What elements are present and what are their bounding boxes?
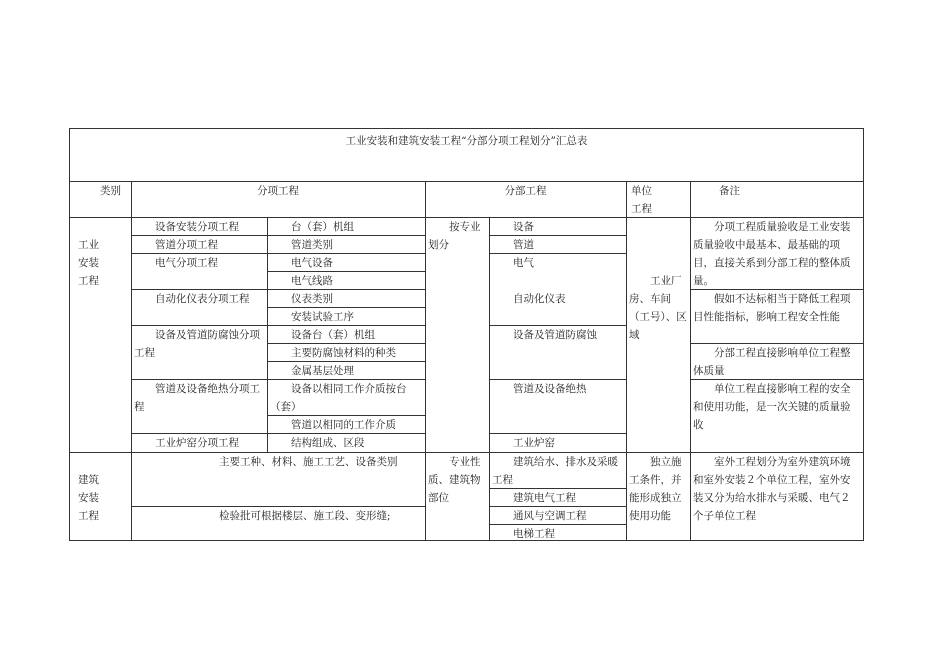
detail-cell: 管道以相同的工作介质: [291, 419, 396, 431]
division-cell: 电梯工程: [513, 528, 555, 540]
detail-cell: 仪表类别: [291, 293, 333, 305]
header-subitem: 分项工程: [257, 185, 299, 197]
division-cell: 通风与空调工程: [513, 510, 587, 522]
remark-cell: 假如不达标相当于降低工程项目性能指标，影响工程安全性能: [693, 293, 851, 323]
header-remarks: 备注: [719, 185, 740, 197]
remark-cell: 分部工程直接影响单位工程整体质量: [693, 347, 851, 377]
division-cell: 工业炉窑: [513, 437, 555, 449]
division-cell: 设备及管道防腐蚀: [513, 329, 597, 341]
remark-cell: 分项工程质量验收是工业安装质量验收中最基本、最基础的项目，直接关系到分部工程的整体质量。: [693, 221, 851, 287]
detail-cell: 管道类别: [291, 239, 333, 251]
industrial-category: 工业 安装 工程: [78, 239, 99, 287]
building-unit: 独立施工条件，并能形成独立使用功能: [629, 456, 682, 522]
subitem-cell: 自动化仪表分项工程: [155, 293, 250, 305]
detail-cell: 设备以相同工作介质按台（套）: [270, 383, 407, 413]
building-remark: 室外工程划分为室外建筑环境和室外安装２个单位工程，室外安装又分为给水排水与采暖、电气２个子单位工程: [693, 456, 851, 522]
subitem-cell: 电气分项工程: [155, 257, 218, 269]
detail-cell: 金属基层处理: [291, 365, 354, 377]
division-cell: 建筑给水、排水及采暖工程: [492, 456, 618, 486]
subitem-cell: 设备安装分项工程: [155, 221, 239, 233]
division-cell: 管道及设备绝热: [513, 383, 587, 395]
industrial-unit: 工业厂房、车间（工号）、区域: [629, 275, 687, 341]
building-division-basis: 专业性质、建筑物部位: [428, 456, 481, 504]
detail-cell: 结构组成、区段: [291, 437, 365, 449]
subitem-cell: 管道及设备绝热分项工程: [134, 383, 260, 413]
header-unit: 单位 工程: [631, 185, 652, 215]
detail-cell: 设备台（套）机组: [291, 329, 375, 341]
detail-cell: 电气设备: [291, 257, 333, 269]
division-cell: 电气: [513, 257, 534, 269]
subitem-cell: 设备及管道防腐蚀分项工程: [134, 329, 260, 359]
division-cell: 设备: [513, 221, 534, 233]
division-basis: 按专业划分: [428, 221, 481, 251]
division-summary-table: [69, 128, 864, 541]
building-subitem: 检验批可根据楼层、施工段、变形缝;: [219, 510, 391, 522]
division-cell: 建筑电气工程: [513, 492, 576, 504]
detail-cell: 电气线路: [291, 275, 333, 287]
header-division: 分部工程: [504, 185, 547, 197]
subitem-cell: 管道分项工程: [155, 239, 218, 251]
remark-cell: 单位工程直接影响工程的安全和使用功能，是一次关键的质量验收: [693, 383, 851, 431]
detail-cell: 主要防腐蚀材料的种类: [291, 347, 396, 359]
building-category: 建筑 安装 工程: [78, 474, 99, 522]
subitem-cell: 工业炉窑分项工程: [155, 437, 239, 449]
header-category: 类别: [100, 185, 121, 197]
table-title: 工业安装和建筑安装工程“分部分项工程划分”汇总表: [345, 135, 588, 147]
division-cell: 自动化仪表: [513, 293, 566, 305]
detail-cell: 安装试验工序: [291, 311, 354, 323]
detail-cell: 台（套）机组: [291, 221, 354, 233]
division-cell: 管道: [513, 239, 534, 251]
building-subitem: 主要工种、材料、施工工艺、设备类别: [219, 456, 398, 468]
